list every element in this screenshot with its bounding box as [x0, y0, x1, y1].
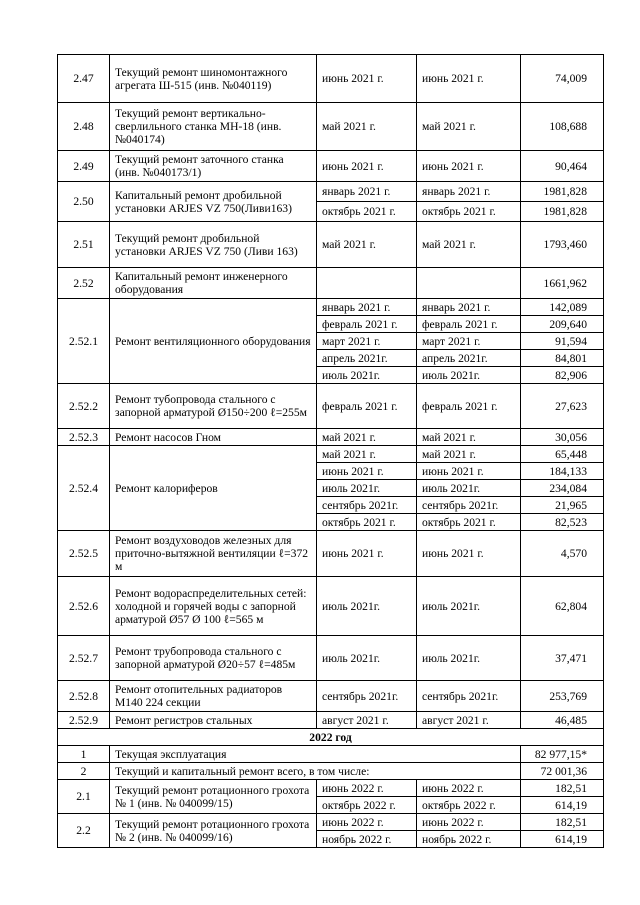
end-date: октябрь 2021 г.	[417, 202, 521, 222]
end-date	[417, 268, 521, 299]
amount: 108,688	[521, 103, 604, 151]
start-date: январь 2021 г.	[317, 182, 417, 202]
amount: 84,801	[521, 350, 604, 367]
row-number: 1	[58, 746, 110, 763]
table-row	[58, 712, 604, 729]
table-row	[58, 681, 604, 712]
end-date: ноябрь 2022 г.	[417, 831, 521, 848]
total-row	[58, 746, 604, 763]
table-row	[58, 577, 604, 636]
amount: 46,485	[521, 712, 604, 729]
end-date: январь 2021 г.	[417, 182, 521, 202]
row-name: Текущий ремонт шиномонтажного агрегата Ш-515 (инв. №040119)	[110, 55, 317, 103]
amount: 234,084	[521, 480, 604, 497]
amount: 1981,828	[521, 202, 604, 222]
row-number: 2.52.5	[58, 531, 110, 577]
row-name: Капитальный ремонт дробильной установки ARJES VZ 750(Ливи163)	[110, 182, 317, 222]
row-name: Текущий ремонт дробильной установки ARJES VZ 750 (Ливи 163)	[110, 222, 317, 268]
end-date: март 2021 г.	[417, 333, 521, 350]
amount: 65,448	[521, 446, 604, 463]
row-number: 2.51	[58, 222, 110, 268]
row-number: 2.52.2	[58, 384, 110, 429]
row-number: 2.52	[58, 268, 110, 299]
end-date: июнь 2021 г.	[417, 55, 521, 103]
amount: 182,51	[521, 780, 604, 797]
table-row	[58, 103, 604, 151]
start-date: май 2021 г.	[317, 446, 417, 463]
table-row	[58, 780, 604, 797]
end-date: сентябрь 2021г.	[417, 681, 521, 712]
start-date: июль 2021г.	[317, 577, 417, 636]
start-date: январь 2021 г.	[317, 299, 417, 316]
table-row	[58, 268, 604, 299]
start-date: октябрь 2022 г.	[317, 797, 417, 814]
table-row	[58, 55, 604, 103]
table-row	[58, 384, 604, 429]
start-date: ноябрь 2022 г.	[317, 831, 417, 848]
amount: 21,965	[521, 497, 604, 514]
amount: 184,133	[521, 463, 604, 480]
row-number: 2.52.1	[58, 299, 110, 384]
end-date: май 2021 г.	[417, 222, 521, 268]
row-name: Ремонт тубопровода стального с запорной арматурой Ø150÷200 ℓ=255м	[110, 384, 317, 429]
row-name: Текущий ремонт ротационного грохота № 1 (инв. № 040099/15)	[110, 780, 317, 814]
end-date: май 2021 г.	[417, 446, 521, 463]
table-row	[58, 531, 604, 577]
amount: 1661,962	[521, 268, 604, 299]
end-date: июнь 2021 г.	[417, 531, 521, 577]
end-date: октябрь 2021 г.	[417, 514, 521, 531]
end-date: июнь 2022 г.	[417, 814, 521, 831]
year-heading: 2022 год	[58, 729, 604, 746]
amount: 82,906	[521, 367, 604, 384]
row-name: Текущий ремонт заточного станка (инв. №040173/1)	[110, 151, 317, 182]
amount: 142,089	[521, 299, 604, 316]
start-date: август 2021 г.	[317, 712, 417, 729]
end-date: май 2021 г.	[417, 429, 521, 446]
row-number: 2.52.7	[58, 636, 110, 681]
repair-schedule-table	[57, 54, 604, 848]
row-number: 2	[58, 763, 110, 780]
amount: 27,623	[521, 384, 604, 429]
row-name: Текущий ремонт вертикально-сверлильного станка МН-18 (инв. №040174)	[110, 103, 317, 151]
start-date: май 2021 г.	[317, 103, 417, 151]
end-date: январь 2021 г.	[417, 299, 521, 316]
row-number: 2.52.3	[58, 429, 110, 446]
start-date: июнь 2022 г.	[317, 780, 417, 797]
start-date: март 2021 г.	[317, 333, 417, 350]
table-row	[58, 222, 604, 268]
row-name: Ремонт водораспределительных сетей: холодной и горячей воды с запорной арматурой Ø57 Ø 100 ℓ=565 м	[110, 577, 317, 636]
row-number: 2.48	[58, 103, 110, 151]
start-date: июнь 2022 г.	[317, 814, 417, 831]
row-number: 2.47	[58, 55, 110, 103]
start-date: июль 2021г.	[317, 636, 417, 681]
row-name: Ремонт трубопровода стального с запорной арматурой Ø20÷57 ℓ=485м	[110, 636, 317, 681]
amount: 614,19	[521, 797, 604, 814]
start-date: июнь 2021 г.	[317, 55, 417, 103]
end-date: июнь 2022 г.	[417, 780, 521, 797]
end-date: май 2021 г.	[417, 103, 521, 151]
amount: 37,471	[521, 636, 604, 681]
end-date: октябрь 2022 г.	[417, 797, 521, 814]
start-date: сентябрь 2021г.	[317, 681, 417, 712]
amount: 209,640	[521, 316, 604, 333]
amount: 4,570	[521, 531, 604, 577]
row-name: Текущая эксплуатация	[110, 746, 521, 763]
amount: 82,523	[521, 514, 604, 531]
row-amount: 82 977,15*	[521, 746, 604, 763]
amount: 614,19	[521, 831, 604, 848]
end-date: июнь 2021 г.	[417, 463, 521, 480]
amount: 30,056	[521, 429, 604, 446]
row-name: Текущий и капитальный ремонт всего, в том числе:	[110, 763, 521, 780]
amount: 91,594	[521, 333, 604, 350]
row-number: 2.2	[58, 814, 110, 848]
end-date: июнь 2021 г.	[417, 151, 521, 182]
start-date: февраль 2021 г.	[317, 384, 417, 429]
start-date: июнь 2021 г.	[317, 463, 417, 480]
end-date: август 2021 г.	[417, 712, 521, 729]
start-date	[317, 268, 417, 299]
row-name: Ремонт калориферов	[110, 446, 317, 531]
end-date: июль 2021г.	[417, 636, 521, 681]
table-row	[58, 446, 604, 463]
start-date: май 2021 г.	[317, 429, 417, 446]
start-date: май 2021 г.	[317, 222, 417, 268]
row-number: 2.1	[58, 780, 110, 814]
row-number: 2.49	[58, 151, 110, 182]
total-row	[58, 763, 604, 780]
end-date: февраль 2021 г.	[417, 384, 521, 429]
table-row	[58, 151, 604, 182]
end-date: апрель 2021г.	[417, 350, 521, 367]
start-date: июнь 2021 г.	[317, 151, 417, 182]
start-date: июль 2021г.	[317, 480, 417, 497]
amount: 253,769	[521, 681, 604, 712]
row-name: Ремонт вентиляционного оборудования	[110, 299, 317, 384]
amount: 62,804	[521, 577, 604, 636]
end-date: февраль 2021 г.	[417, 316, 521, 333]
row-name: Ремонт насосов Гном	[110, 429, 317, 446]
start-date: апрель 2021г.	[317, 350, 417, 367]
row-amount: 72 001,36	[521, 763, 604, 780]
row-number: 2.50	[58, 182, 110, 222]
table-row	[58, 299, 604, 316]
row-number: 2.52.4	[58, 446, 110, 531]
amount: 90,464	[521, 151, 604, 182]
start-date: февраль 2021 г.	[317, 316, 417, 333]
table-row	[58, 814, 604, 831]
start-date: июль 2021г.	[317, 367, 417, 384]
amount: 182,51	[521, 814, 604, 831]
row-number: 2.52.9	[58, 712, 110, 729]
start-date: октябрь 2021 г.	[317, 202, 417, 222]
row-name: Текущий ремонт ротационного грохота № 2 (инв. № 040099/16)	[110, 814, 317, 848]
table-row	[58, 182, 604, 202]
end-date: июль 2021г.	[417, 367, 521, 384]
row-number: 2.52.8	[58, 681, 110, 712]
end-date: сентябрь 2021г.	[417, 497, 521, 514]
start-date: сентябрь 2021г.	[317, 497, 417, 514]
row-name: Ремонт регистров стальных	[110, 712, 317, 729]
amount: 74,009	[521, 55, 604, 103]
table-row	[58, 429, 604, 446]
end-date: июль 2021г.	[417, 480, 521, 497]
row-name: Капитальный ремонт инженерного оборудования	[110, 268, 317, 299]
row-name: Ремонт отопительных радиаторов М140 224 секции	[110, 681, 317, 712]
table-row	[58, 636, 604, 681]
start-date: июнь 2021 г.	[317, 531, 417, 577]
start-date: октябрь 2021 г.	[317, 514, 417, 531]
year-row	[58, 729, 604, 746]
row-name: Ремонт воздуховодов железных для приточно-вытяжной вентиляции ℓ=372 м	[110, 531, 317, 577]
end-date: июль 2021г.	[417, 577, 521, 636]
row-number: 2.52.6	[58, 577, 110, 636]
amount: 1793,460	[521, 222, 604, 268]
amount: 1981,828	[521, 182, 604, 202]
